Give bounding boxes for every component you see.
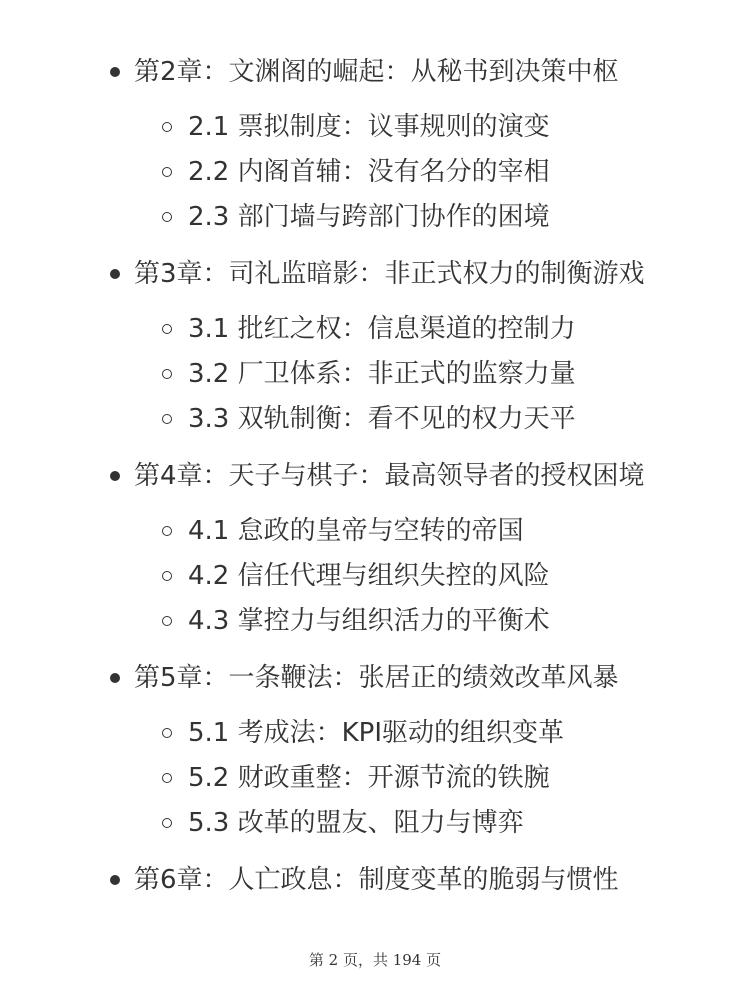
chapter-title: 第4章：天子与棋子：最高领导者的授权困境 [134,461,645,491]
section-title: 4.1 怠政的皇帝与空转的帝国 [188,516,524,546]
chapter-item [110,254,730,294]
chapter-item [110,658,730,698]
chapter-title: 第6章：人亡政息：制度变革的脆弱与惯性 [134,865,619,895]
bullet-circle-icon [162,571,172,581]
section-item [162,355,732,395]
bullet-circle-icon [162,414,172,424]
section-title: 3.3 双轨制衡：看不见的权力天平 [188,404,576,434]
bullet-dot-icon [110,269,120,279]
section-item [162,108,732,148]
section-title: 4.3 掌控力与组织活力的平衡术 [188,606,550,636]
section-item [162,512,732,552]
bullet-circle-icon [162,616,172,626]
section-title: 3.2 厂卫体系：非正式的监察力量 [188,359,576,389]
section-title: 5.2 财政重整：开源节流的铁腕 [188,763,550,793]
chapter-item [110,860,730,900]
section-title: 2.1 票拟制度：议事规则的演变 [188,112,550,142]
section-item [162,759,732,799]
section-title: 5.1 考成法：KPI驱动的组织变革 [188,718,565,748]
page-number-footer: 第 2 页，共 194 页 [308,951,442,969]
section-title: 5.3 改革的盟友、阻力与博弈 [188,808,524,838]
bullet-circle-icon [162,167,172,177]
bullet-circle-icon [162,773,172,783]
chapter-title: 第3章：司礼监暗影：非正式权力的制衡游戏 [134,259,645,289]
bullet-dot-icon [110,471,120,481]
section-item [162,804,732,844]
bullet-circle-icon [162,324,172,334]
chapter-title: 第2章：文渊阁的崛起：从秘书到决策中枢 [134,57,619,87]
bullet-circle-icon [162,728,172,738]
bullet-circle-icon [162,818,172,828]
chapter-title: 第5章：一条鞭法：张居正的绩效改革风暴 [134,663,619,693]
bullet-dot-icon [110,875,120,885]
section-item [162,714,732,754]
section-item [162,400,732,440]
bullet-circle-icon [162,526,172,536]
bullet-dot-icon [110,67,120,77]
bullet-circle-icon [162,369,172,379]
bullet-circle-icon [162,212,172,222]
section-item [162,557,732,597]
section-item [162,198,732,238]
section-item [162,310,732,350]
section-title: 4.2 信任代理与组织失控的风险 [188,561,550,591]
section-title: 2.3 部门墙与跨部门协作的困境 [188,202,550,232]
bullet-dot-icon [110,673,120,683]
section-title: 3.1 批红之权：信息渠道的控制力 [188,314,576,344]
section-item [162,153,732,193]
section-title: 2.2 内阁首辅：没有名分的宰相 [188,157,550,187]
section-item [162,602,732,642]
bullet-circle-icon [162,122,172,132]
chapter-item [110,456,730,496]
chapter-item [110,52,730,92]
